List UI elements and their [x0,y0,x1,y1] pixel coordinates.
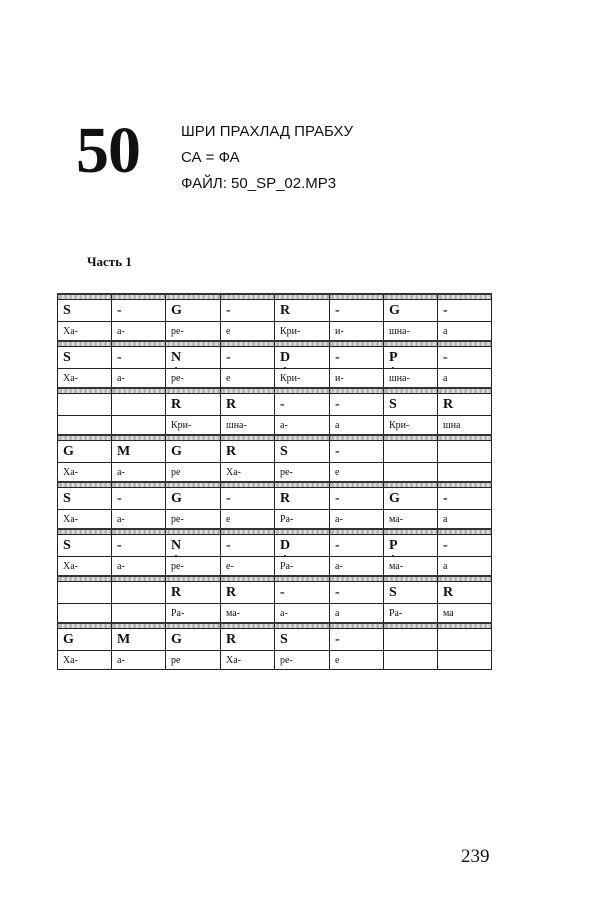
syllable-cell: Ха- [58,369,112,389]
note-cell: - [112,300,166,322]
note-cell: R [275,488,330,510]
note-cell: - [330,300,384,322]
note-cell: P [384,347,438,369]
note-cell: P [384,535,438,557]
note-cell: G [166,488,221,510]
note-cell [112,394,166,416]
note-cell: - [221,300,275,322]
note-cell: R [221,582,275,604]
note-cell: - [221,535,275,557]
syllable-cell: а- [112,510,166,530]
syllable-cell: ре [166,651,221,670]
syllable-cell: ре- [166,369,221,389]
note-cell: G [166,441,221,463]
syllable-cell [438,463,492,483]
syllable-cell: Ха- [58,463,112,483]
note-cell [384,629,438,651]
note-cell: - [275,394,330,416]
syllable-cell: а- [112,463,166,483]
syllable-cell: Ра- [384,604,438,624]
note-cell: G [58,441,112,463]
syllable-cell: Ра- [166,604,221,624]
syllable-cell: шна- [384,322,438,342]
note-cell [384,441,438,463]
note-cell: M [112,629,166,651]
note-row [58,488,492,510]
note-cell: G [384,488,438,510]
syllable-cell: а- [330,557,384,577]
song-header [181,122,353,200]
syllable-cell [112,416,166,436]
syllable-cell: ре- [275,463,330,483]
syllable-row [58,322,492,342]
note-row [58,347,492,369]
syllable-cell: а [438,369,492,389]
syllable-cell: а- [330,510,384,530]
syllable-cell: Ха- [221,651,275,670]
audio-file: ФАЙЛ: 50_SP_02.MP3 [181,175,337,192]
syllable-cell: а- [275,604,330,624]
syllable-row [58,463,492,483]
note-cell: - [330,535,384,557]
note-cell: R [438,394,492,416]
syllable-row [58,369,492,389]
syllable-cell: а [438,557,492,577]
song-title: ШРИ ПРАХЛАД ПРАБХУ [181,123,354,140]
syllable-cell: Ра- [275,510,330,530]
note-cell: - [438,300,492,322]
syllable-cell: Ха- [58,510,112,530]
note-cell: S [58,488,112,510]
syllable-cell: а [438,322,492,342]
note-cell: N [166,535,221,557]
note-cell: S [384,582,438,604]
song-number: 50 [76,114,140,187]
note-cell: S [58,347,112,369]
syllable-row [58,557,492,577]
syllable-row [58,510,492,530]
notation-table [57,293,492,670]
note-cell [438,629,492,651]
note-cell: R [221,629,275,651]
note-cell: N [166,347,221,369]
syllable-cell: ре- [166,557,221,577]
syllable-cell: Кри- [275,369,330,389]
syllable-cell: ма- [384,510,438,530]
note-row [58,441,492,463]
note-cell [438,441,492,463]
note-row [58,394,492,416]
note-cell: - [112,347,166,369]
tonic-note: СА = ФА [181,149,240,166]
syllable-cell [112,604,166,624]
note-cell: G [166,629,221,651]
note-cell: - [330,582,384,604]
note-cell: S [275,629,330,651]
note-cell: - [112,488,166,510]
note-cell: R [221,394,275,416]
syllable-cell: а- [112,322,166,342]
syllable-cell: е [330,463,384,483]
note-cell: S [58,535,112,557]
note-cell: S [58,300,112,322]
syllable-cell: шна- [384,369,438,389]
syllable-row [58,604,492,624]
syllable-cell: и- [330,369,384,389]
syllable-cell: ма- [384,557,438,577]
note-cell: - [221,488,275,510]
syllable-cell: е- [221,557,275,577]
note-cell [58,394,112,416]
note-row [58,300,492,322]
syllable-cell: а- [112,651,166,670]
note-cell: - [112,535,166,557]
syllable-cell: Ра- [275,557,330,577]
note-cell: D [275,347,330,369]
syllable-cell: Ха- [221,463,275,483]
note-cell: D [275,535,330,557]
syllable-cell: ре [166,463,221,483]
syllable-cell: ма [438,604,492,624]
syllable-cell [384,651,438,670]
note-cell: - [438,535,492,557]
syllable-row [58,416,492,436]
note-cell: R [166,394,221,416]
note-cell: S [384,394,438,416]
syllable-cell: ре- [166,322,221,342]
syllable-cell: а [330,604,384,624]
syllable-cell: Кри- [166,416,221,436]
note-row [58,535,492,557]
note-cell: M [112,441,166,463]
syllable-cell: е [330,651,384,670]
note-cell: - [221,347,275,369]
section-title: Часть 1 [87,254,132,269]
note-row [58,582,492,604]
note-cell: - [330,488,384,510]
syllable-cell: Кри- [384,416,438,436]
syllable-cell [58,604,112,624]
syllable-cell: Кри- [275,322,330,342]
note-cell: G [384,300,438,322]
note-cell: - [330,347,384,369]
syllable-cell: ре- [275,651,330,670]
syllable-cell: ма- [221,604,275,624]
note-cell: - [275,582,330,604]
syllable-cell: шна [438,416,492,436]
note-cell: R [438,582,492,604]
syllable-cell: и- [330,322,384,342]
note-cell: R [221,441,275,463]
syllable-cell: Ха- [58,651,112,670]
note-cell: R [166,582,221,604]
syllable-cell: ре- [166,510,221,530]
syllable-cell: е [221,369,275,389]
syllable-cell: е [221,322,275,342]
note-cell: - [330,629,384,651]
note-cell: - [438,347,492,369]
syllable-row [58,651,492,670]
note-cell: - [438,488,492,510]
syllable-cell: а [330,416,384,436]
syllable-cell: е [221,510,275,530]
syllable-cell: а- [112,369,166,389]
note-cell [58,582,112,604]
syllable-cell: а- [112,557,166,577]
syllable-cell: Ха- [58,557,112,577]
note-cell: R [275,300,330,322]
syllable-cell [384,463,438,483]
syllable-cell: Ха- [58,322,112,342]
syllable-cell: а [438,510,492,530]
note-cell: - [330,441,384,463]
syllable-cell [438,651,492,670]
note-cell: G [166,300,221,322]
note-cell: S [275,441,330,463]
note-cell [112,582,166,604]
note-cell: - [330,394,384,416]
note-row [58,629,492,651]
syllable-cell: шна- [221,416,275,436]
page-number: 239 [461,846,490,867]
syllable-cell: а- [275,416,330,436]
syllable-cell [58,416,112,436]
note-cell: G [58,629,112,651]
